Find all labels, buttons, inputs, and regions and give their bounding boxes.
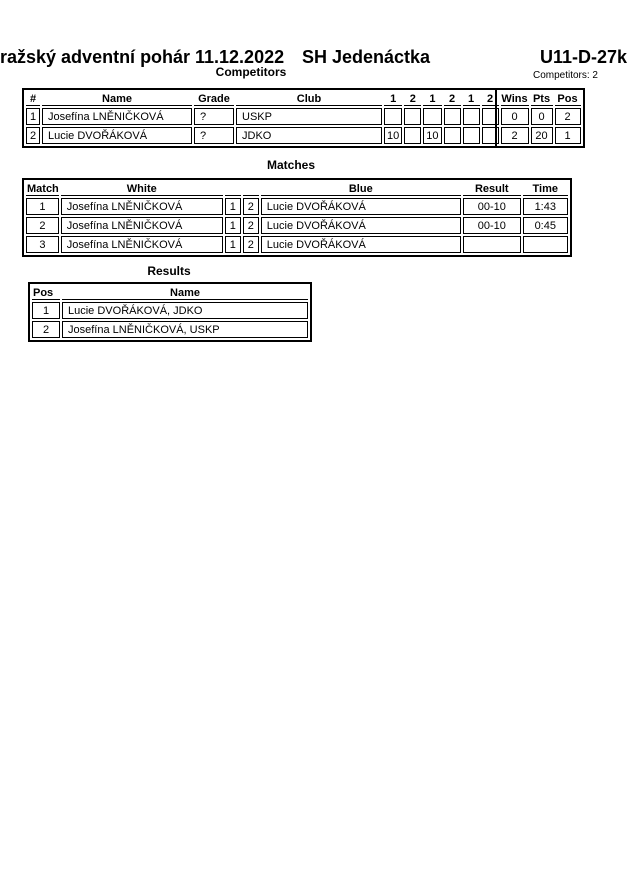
score-cell: 10 — [423, 127, 441, 144]
result-cell: 00-10 — [463, 198, 521, 215]
blue-name-cell: Lucie DVOŘÁKOVÁ — [261, 217, 461, 234]
result-name-cell: Josefína LNĚNIČKOVÁ, USKP — [62, 321, 308, 338]
column-header-score-2: 2 — [404, 92, 421, 106]
score-cell — [404, 127, 421, 144]
competitor-name-cell: Lucie DVOŘÁKOVÁ — [42, 127, 192, 144]
column-header-score-5: 1 — [463, 92, 480, 106]
match-number-cell: 1 — [26, 198, 59, 215]
time-cell — [523, 236, 568, 253]
result-pos-cell: 2 — [32, 321, 60, 338]
column-header-grade: Grade — [194, 92, 234, 106]
column-header-wins: Wins — [501, 92, 528, 105]
time-cell: 1:43 — [523, 198, 568, 215]
match-row — [26, 236, 568, 253]
blue-number-cell: 2 — [243, 217, 259, 234]
column-header-blue-number — [243, 182, 259, 196]
matches-table-wrap — [22, 178, 572, 257]
match-number-cell: 2 — [26, 217, 59, 234]
competitors-table-wrap — [22, 88, 585, 148]
score-cell: 10 — [384, 127, 402, 144]
competitor-grade-cell: ? — [194, 108, 234, 125]
results-header-row — [32, 286, 308, 300]
competitor-number-cell: 2 — [26, 127, 40, 144]
column-header-result: Result — [463, 182, 521, 196]
wins-cell: 0 — [501, 108, 529, 125]
white-number-cell: 1 — [225, 236, 241, 253]
result-cell: 00-10 — [463, 217, 521, 234]
competitors-header-row — [26, 92, 581, 106]
score-cell — [444, 108, 461, 125]
column-header-name: Name — [42, 92, 192, 106]
results-heading: Results — [147, 264, 191, 278]
column-header-name: Name — [62, 286, 308, 300]
column-header-pos: Pos — [555, 92, 581, 106]
competitors-heading: Competitors — [215, 65, 287, 79]
competitor-row — [26, 127, 581, 144]
white-name-cell: Josefína LNĚNIČKOVÁ — [61, 236, 223, 253]
blue-number-cell: 2 — [243, 236, 259, 253]
pts-cell: 20 — [531, 127, 553, 144]
wins-cell: 2 — [501, 127, 529, 144]
pos-cell: 1 — [555, 127, 581, 144]
competitor-club-cell: JDKO — [236, 127, 382, 144]
column-header-score-6: 2 — [482, 92, 499, 106]
tournament-date: 11.12.2022 — [195, 47, 285, 67]
column-header-score-4: 2 — [444, 92, 461, 106]
column-header-blue: Blue — [261, 182, 461, 196]
competitors-table — [22, 88, 585, 148]
score-cell — [384, 108, 402, 125]
match-number-cell: 3 — [26, 236, 59, 253]
column-header-score-1: 1 — [384, 92, 402, 106]
score-cell — [463, 108, 480, 125]
results-table-wrap — [28, 282, 312, 342]
competitors-count: Competitors: 2 — [532, 70, 598, 81]
result-pos-cell: 1 — [32, 302, 60, 319]
competitor-row — [26, 108, 581, 125]
white-name-cell: Josefína LNĚNIČKOVÁ — [61, 198, 223, 215]
white-number-cell: 1 — [225, 198, 241, 215]
column-header-match: Match — [27, 182, 59, 195]
matches-heading: Matches — [266, 158, 316, 172]
column-header-pts: Pts — [531, 92, 553, 106]
match-row — [26, 217, 568, 234]
result-row — [32, 321, 308, 338]
competitor-number-cell: 1 — [26, 108, 40, 125]
competitor-grade-cell: ? — [194, 127, 234, 144]
competitor-name-cell: Josefína LNĚNIČKOVÁ — [42, 108, 192, 125]
column-header-time: Time — [523, 182, 568, 196]
score-cell — [444, 127, 461, 144]
wins-group-separator — [495, 88, 497, 148]
score-cell — [423, 108, 441, 125]
column-header-score-3: 1 — [423, 92, 441, 106]
time-cell: 0:45 — [523, 217, 568, 234]
column-header-white-number — [225, 182, 241, 196]
tournament-name: ražský adventní pohár — [0, 47, 191, 67]
matches-table — [22, 178, 572, 257]
white-number-cell: 1 — [225, 217, 241, 234]
column-header-white: White — [61, 182, 223, 196]
column-header-club: Club — [236, 92, 382, 106]
category-code: U11-D-27k — [539, 47, 627, 67]
competitor-club-cell: USKP — [236, 108, 382, 125]
tournament-venue: SH Jedenáctka — [302, 47, 431, 67]
column-header-number: # — [26, 92, 40, 106]
blue-number-cell: 2 — [243, 198, 259, 215]
white-name-cell: Josefína LNĚNIČKOVÁ — [61, 217, 223, 234]
result-row — [32, 302, 308, 319]
matches-header-row — [26, 182, 568, 196]
pos-cell: 2 — [555, 108, 581, 125]
score-cell — [463, 127, 480, 144]
results-table — [28, 282, 312, 342]
match-row — [26, 198, 568, 215]
column-header-pos: Pos — [32, 286, 60, 300]
result-cell — [463, 236, 521, 253]
blue-name-cell: Lucie DVOŘÁKOVÁ — [261, 198, 461, 215]
pts-cell: 0 — [531, 108, 553, 125]
result-name-cell: Lucie DVOŘÁKOVÁ, JDKO — [62, 302, 308, 319]
blue-name-cell: Lucie DVOŘÁKOVÁ — [261, 236, 461, 253]
score-cell — [404, 108, 421, 125]
